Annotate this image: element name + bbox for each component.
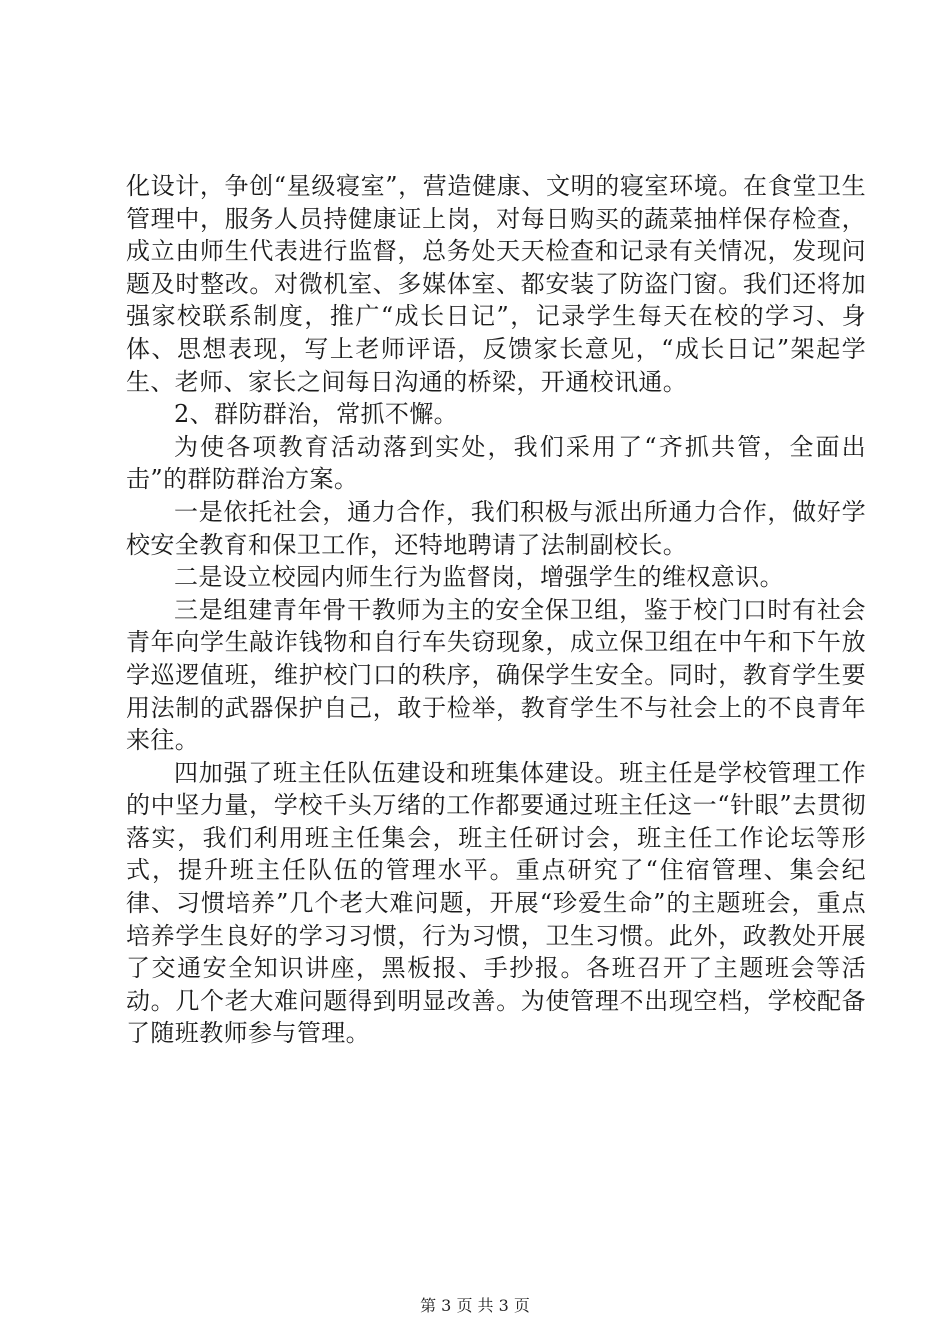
paragraph-intro-plan: 为使各项教育活动落到实处，我们采用了“齐抓共管，全面出击”的群防群治方案。 xyxy=(126,432,866,494)
page-number-footer: 第 3 页 共 3 页 xyxy=(420,1296,530,1315)
document-body xyxy=(126,170,866,1050)
section-heading-group-prevention: 2、群防群治，常抓不懈。 xyxy=(174,400,459,429)
paragraph-point-two: 二是设立校园内师生行为监督岗，增强学生的维权意识。 xyxy=(174,563,784,592)
paragraph-point-three: 三是组建青年骨干教师为主的安全保卫组，鉴于校门口时有社会青年向学生敲诈钱物和自行车失窃现象，成立保卫组在中午和下午放学巡逻值班，维护校门口的秩序，确保学生安全。同时，教育学生要用法制的武器保护自己，敢于检举，教育学生不与社会上的不良青年来往。 xyxy=(126,595,866,755)
paragraph-dormitory-canteen: 化设计，争创“星级寝室”，营造健康、文明的寝室环境。在食堂卫生管理中，服务人员持健康证上岗，对每日购买的蔬菜抽样保存检查，成立由师生代表进行监督，总务处天天检查和记录有关情况，发现问题及时整改。对微机室、多媒体室、都安装了防盗门窗。我们还将加强家校联系制度，推广“成长日记”，记录学生每天在校的学习、身体、思想表现，写上老师评语，反馈家长意见，“成长日记”架起学生、老师、家长之间每日沟通的桥梁，开通校讯通。 xyxy=(126,172,866,396)
paragraph-point-one: 一是依托社会，通力合作，我们积极与派出所通力合作，做好学校安全教育和保卫工作，还特地聘请了法制副校长。 xyxy=(126,497,866,559)
paragraph-point-four: 四加强了班主任队伍建设和班集体建设。班主任是学校管理工作的中坚力量，学校千头万绪的工作都要通过班主任这一“针眼”去贯彻落实，我们利用班主任集会，班主任研讨会，班主任工作论坛等形式，提升班主任队伍的管理水平。重点研究了“住宿管理、集会纪律、习惯培养”几个老大难问题，开展“珍爱生命”的主题班会，重点培养学生良好的学习习惯，行为习惯，卫生习惯。此外，政教处开展了交通安全知识讲座，黑板报、手抄报。各班召开了主题班会等活动。几个老大难问题得到明显改善。为使管理不出现空档，学校配备了随班教师参与管理。 xyxy=(126,758,866,1048)
